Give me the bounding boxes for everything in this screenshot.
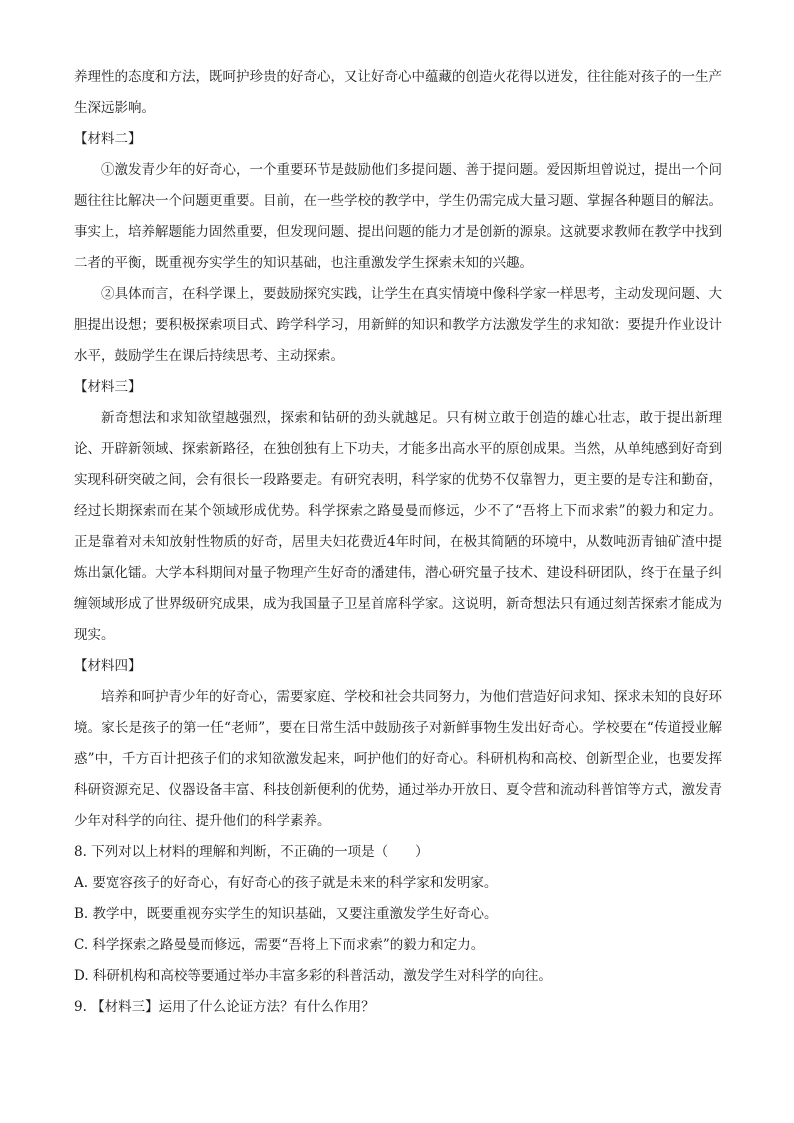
material-two-paragraph-1: ①激发青少年的好奇心，一个重要环节是鼓励他们多提问题、善于提问题。爱因斯坦曾说过，提出一个问题往往比解决一个问题更重要。目前，在一些学校的教学中，学生仍需完成大量习题、掌握各种题目的解法。事实上，培养解题能力固然重要，但发现问题、提出问题的能力才是创新的源泉。这就要求教师在教学中找到二者的平衡，既重视夯实学生的知识基础，也注重激发学生探索未知的兴趣。 xyxy=(74,162,722,271)
material-two-paragraph-2: ②具体而言，在科学课上，要鼓励探究实践，让学生在真实情境中像科学家一样思考，主动发现问题、大胆提出设想；要积极探索项目式、跨学科学习，用新鲜的知识和教学方法激发学生的求知欲：要提升作业设计水平，鼓励学生在课后持续思考、主动探索。 xyxy=(74,286,722,364)
question-8-option-d: D. 科研机构和高校等要通过举办丰富多彩的科普活动，激发学生对科学的向往。 xyxy=(74,968,552,984)
question-8-stem: 8. 下列对以上材料的理解和判断，不正确的一项是（ ） xyxy=(74,844,429,860)
material-three-paragraph: 新奇想法和求知欲望越强烈，探索和钻研的劲头就越足。只有树立敢于创造的雄心壮志，敢于提出新理论、开辟新领域、探索新路径，在独创独有上下功夫，才能多出高水平的原创成果。当然，从单纯感到好奇到实现科研突破之间，会有很长一段路要走。有研究表明，科学家的优势不仅靠智力，更主要的是专注和勤奋，经过长期探索而在某个领域形成优势。科学探索之路曼曼而修远，少不了“吾将上下而求索”的毅力和定力。正是靠着对未知放射性物质的好奇，居里夫妇花费近4年时间，在极其简陋的环境中，从数吨沥青铀矿渣中提炼出氯化镭。大学本科期间对量子物理产生好奇的潘建伟，潜心研究量子技术、建设科研团队，终于在量子纠缠领域形成了世界级研究成果，成为我国量子卫星首席科学家。这说明，新奇想法只有通过刻苦探索才能成为现实。 xyxy=(74,410,722,643)
question-8-option-c: C. 科学探索之路曼曼而修远，需要“吾将上下而求索”的毅力和定力。 xyxy=(74,937,485,953)
material-four-heading: 【材料四】 xyxy=(74,658,142,674)
intro-paragraph-tail: 养理性的态度和方法，既呵护珍贵的好奇心，又让好奇心中蕴藏的创造火花得以迸发，往往能对孩子的一生产生深远影响。 xyxy=(74,69,722,116)
question-8-option-b: B. 教学中，既要重视夯实学生的知识基础，又要注重激发学生好奇心。 xyxy=(74,906,498,922)
material-four-paragraph: 培养和呵护青少年的好奇心，需要家庭、学校和社会共同努力，为他们营造好问求知、探求未知的良好环境。家长是孩子的第一任“老师”，要在日常生活中鼓励孩子对新鲜事物生发出好奇心。学校要在“传道授业解惑”中，千方百计把孩子们的求知欲激发起来，呵护他们的好奇心。科研机构和高校、创新型企业，也要发挥科研资源充足、仪器设备丰富、科技创新便利的优势，通过举办开放日、夏令营和流动科普馆等方式，激发青少年对科学的向往、提升他们的科学素养。 xyxy=(74,689,722,829)
document-body xyxy=(74,62,722,1023)
question-8-option-a: A. 要宽容孩子的好奇心，有好奇心的孩子就是未来的科学家和发明家。 xyxy=(74,875,498,891)
material-three-heading: 【材料三】 xyxy=(74,379,142,395)
question-9-stem: 9. 【材料三】运用了什么论证方法？有什么作用？ xyxy=(74,999,375,1015)
material-two-heading: 【材料二】 xyxy=(74,131,142,147)
